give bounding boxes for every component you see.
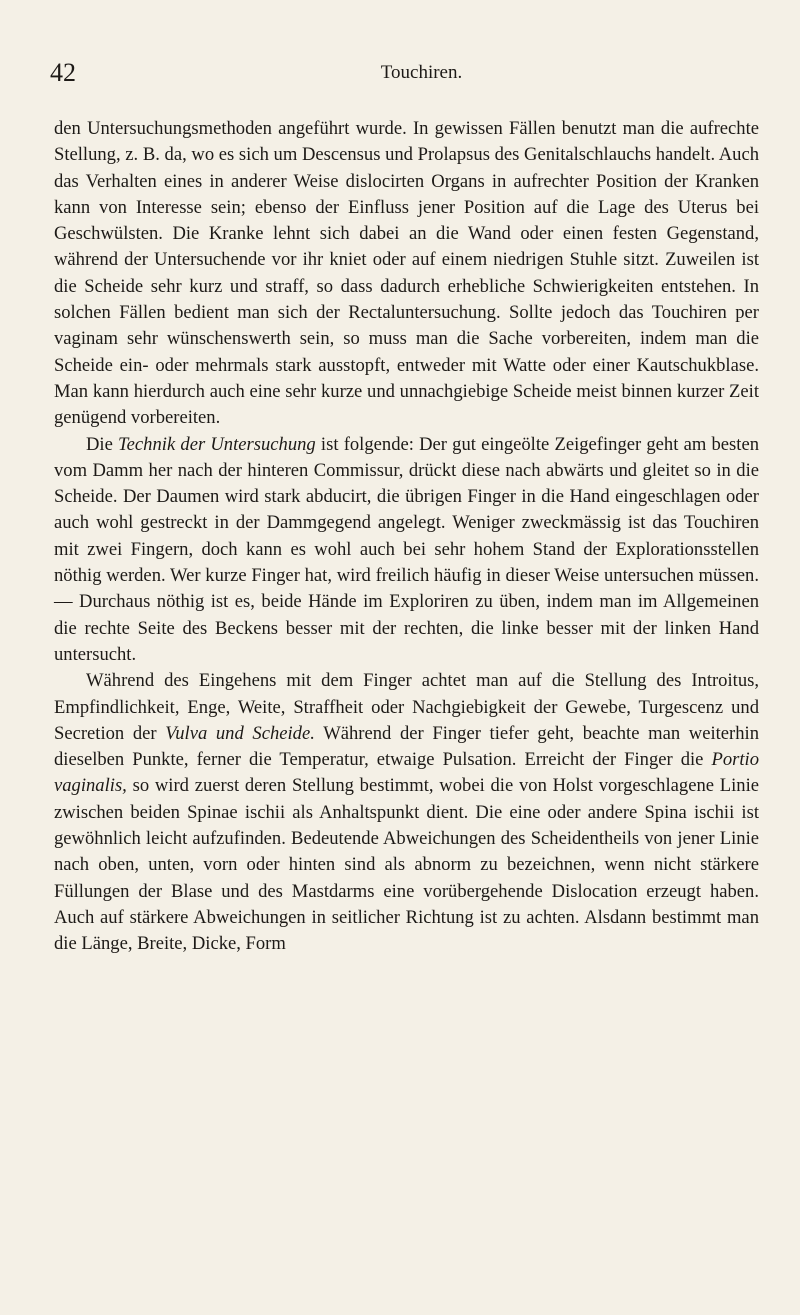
paragraph-3-part-3: so wird zuerst deren Stellung bestimmt, wobei die von Holst vorgeschlagene Linie zwischen beiden Spinae ischii als Anhaltspunkt dient. Die eine oder andere Spina ischii ist gewöhnlich leicht aufzufinden. Bedeutende Abweichungen des Scheidentheils von jener Linie nach oben, unten, vorn oder hinten sind als abnorm zu bezeichnen, wenn nicht stärkere Füllungen der Blase und des Mastdarms eine vorübergehende Dislocation erzeugt haben. Auch auf stärkere Abweichungen in seitlicher Richtung ist zu achten. Alsdann bestimmt man die Länge, Breite, Dicke, Form xyxy=(54,775,759,955)
term-portio-vaginalis: Portio vaginalis, xyxy=(54,749,759,797)
paragraph-3 xyxy=(54,668,759,957)
paragraph-3-part-2: Während der Finger tiefer geht, beachte man weiterhin dieselben Punkte, ferner die Temperatur, etwaige Pulsation. Erreicht der Finger die xyxy=(54,722,759,771)
section-term-technik: Technik der Untersuchung xyxy=(118,433,316,455)
page-body xyxy=(54,116,759,958)
running-title: Touchiren. xyxy=(380,62,463,83)
page-number: 42 xyxy=(50,58,76,87)
book-page xyxy=(50,56,759,958)
paragraph-2 xyxy=(54,432,759,669)
paragraph-3-part-1: Während des Eingehens mit dem Finger achtet man auf die Stellung des Introitus, Empfindlichkeit, Enge, Weite, Straffheit oder Nachgiebigkeit der Gewebe, Turgescenz und Secretion der xyxy=(54,670,759,744)
term-vulva-scheide: Vulva und Scheide. xyxy=(165,722,315,744)
paragraph-2-lead: Die xyxy=(86,433,119,455)
paragraph-1: den Untersuchungsmethoden angeführt wurde. In gewissen Fällen benutzt man die aufrechte Stellung, z. B. da, wo es sich um Descensus und Prolapsus des Genitalschlauchs handelt. Auch das Verhalten eines in anderer Weise dislocirten Organs in aufrechter Position der Kranken kann von Interesse sein; ebenso der Einfluss jener Position auf die Lage des Uterus bei Geschwülsten. Die Kranke lehnt sich dabei an die Wand oder einen festen Gegenstand, während der Untersuchende vor ihr kniet oder auf einem niedrigen Stuhle sitzt. Zuweilen ist die Scheide sehr kurz und straff, so dass dadurch erhebliche Schwierigkeiten entstehen. In solchen Fällen bedient man sich der Rectaluntersuchung. Sollte jedoch das Touchiren per vaginam sehr wünschenswerth sein, so muss man die Sache vorbereiten, indem man die Scheide ein- oder mehrmals stark ausstopft, entweder mit Watte oder einer Kautschukblase. Man kann hierdurch auch eine sehr kurze und unnachgiebige Scheide meist binnen kurzer Zeit genügend vorbereiten. xyxy=(54,118,759,429)
paragraph-2-body: ist folgende: Der gut eingeölte Zeigefinger geht am besten vom Damm her nach der hinteren Commissur, drückt diese nach abwärts und gleitet so in die Scheide. Der Daumen wird stark abducirt, die übrigen Finger in die Hand eingeschlagen oder auch wohl gestreckt in der Dammgegend angelegt. Weniger zweckmässig ist das Touchiren mit zwei Fingern, doch kann es wohl auch bei sehr hohem Stand der Explorationsstellen nöthig werden. Wer kurze Finger hat, wird freilich häufig in dieser Weise untersuchen müssen. — Durchaus nöthig ist es, beide Hände im Exploriren zu üben, indem man im Allgemeinen die rechte Seite des Beckens besser mit der rechten, die linke besser mit der linken Hand untersucht. xyxy=(54,433,759,665)
page-header xyxy=(50,56,759,96)
